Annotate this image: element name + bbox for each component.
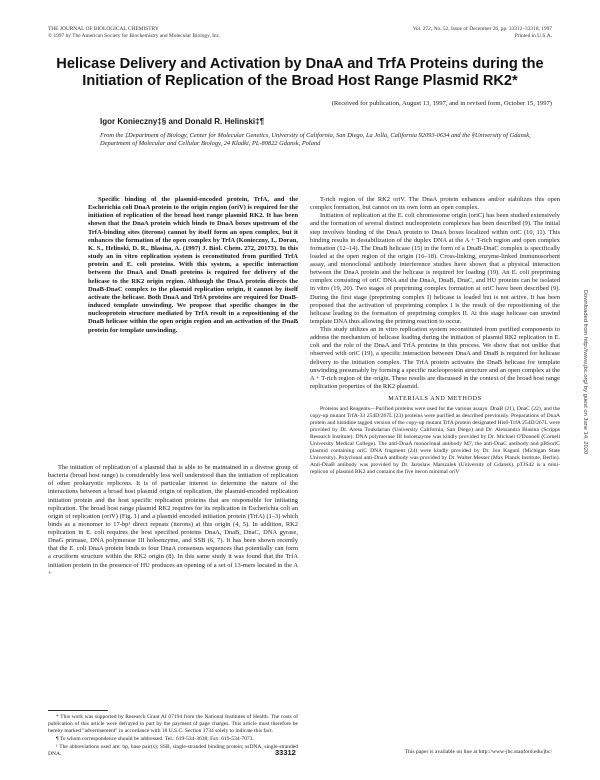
body-paragraph: Initiation of replication at the E. coli chromosome origin (oriC) has been studied extensively and the formation of several distinct nucleoprotein complexes has been described (9). The initial step involves binding of the DnaA protein to DnaA boxes localized within oriC (10, 11). This binding results in destabilization of the duplex DNA at the A + T-rich region and open complex formation (12–14). The DnaB helicase (15) in the form of a DnaB-DnaC complex is specifically loaded at the open region of the origin (16–18). Cross-linking, enzyme-linked immunosorbent assay, and monoclonal antibody interference studies have shown that a physical interaction between the DnaA protein and the helicase is required for loading (19). An E. coli prepriming complex consisting of oriC DNA and the DnaA, DnaB, DnaC, and HU proteins can be isolated in vitro (19, 20). Two stages of prepriming complex formation at oriC have been described (9). During the first stage (prepriming complex I) helicase is loaded but is not active. It has been proposed that the activation of prepriming complex I is the result of the repositioning of the helicase leading to the formation of prepriming complex II. At this stage helicase can unwind template DNA thus allowing the priming reaction to occur. bbox=[310, 212, 560, 325]
footnote-abbreviations: ¹ The abbreviations used are: bp, base pair(s); SSB, single-stranded binding protein; ssDNA, single-stranded DNA. bbox=[48, 744, 298, 757]
volume-line: Vol. 272, No. 52, Issue of December 26, pp. 33312–33318, 1997 bbox=[412, 26, 552, 32]
author-affiliation: From the ‡Department of Biology, Center for Molecular Genetics, University of California, San Diego, La Jolla, California 92093-0634 and the §University of Gdansk, Department of Molecular and Cellular Biology, 24 Kladki, PL-80822 Gdansk, Poland bbox=[100, 132, 531, 147]
section-heading: MATERIALS AND METHODS bbox=[388, 395, 482, 402]
received-dates: (Received for publication, August 13, 1997, and in revised form, October 15, 1997) bbox=[331, 100, 552, 107]
journal-name: THE JOURNAL OF BIOLOGICAL CHEMISTRY bbox=[48, 26, 159, 32]
abstract: Specific binding of the plasmid-encoded protein, TrfA, and the Escherichia coli DnaA protein to the origin region (oriV) is required for the initiation of replication of the broad host range plasmid RK2. It has been shown that the DnaA protein which binds to DnaA boxes upstream of the TrfA-binding sites (iterons) cannot by itself form an open complex, but it enhances the formation of the open complex by TrfA (Konieczny, I., Doran, K. S., Helinski, D. R., Blasina, A. (1997) J. Biol. Chem. 272, 20173). In this study an in vitro replication system is reconstituted from purified TrfA protein and E. coli proteins. With this system, a specific interaction between the DnaA and DnaB proteins is required for delivery of the helicase to the RK2 origin region. Although the DnaA protein directs the DnaB-DnaC complex to the plasmid replication origin, it cannot by itself activate the helicase. Both DnaA and TrfA proteins are required for DnaB-induced template unwinding. We propose that specific changes in the nucleoprotein structure mediated by TrfA result in a repositioning of the DnaB helicase within the open origin region and an activation of the DnaB protein for template unwinding. bbox=[88, 196, 298, 334]
body-paragraph: T-rich region of the RK2 oriV. The DnaA protein enhances and/or stabilizes this open complex formation, but cannot on its own form an open complex. bbox=[310, 196, 560, 212]
author-list: Igor Konieczny‡§ and Donald R. Helinski‡¶ bbox=[100, 117, 265, 126]
footnote-divider bbox=[48, 710, 108, 711]
online-availability-note: This paper is available on line at http://www-jbc.stanford.edu/jbc/ bbox=[404, 749, 552, 755]
journal-header-right bbox=[413, 26, 552, 39]
footnotes bbox=[48, 714, 298, 759]
journal-header-left bbox=[48, 26, 220, 39]
intro-paragraph: The initiation of replication of a plasmid that is able to be maintained in a diverse group of bacteria (broad host range) is considerably less well understood than the initiation of replication of other prokaryotic replicons. It is of particular interest to determine the nature of the interactions between a broad host plasmid origin of replication, the plasmid-encoded replication initiation protein and the host specific replication proteins that are responsible for initiating replication. The broad host range plasmid RK2 requires for its replication in Escherichia coli an origin of replication (oriV) (Fig. 1) and a plasmid encoded initiation protein (TrfA) (1–3) which binds as a monomer to 17-bp¹ direct repeats (iterons) at this origin (4, 5). In addition, RK2 replication in E. coli requires the host specified proteins DnaA, DnaB, DnaC, DNA gyrase, DnaG primase, DNA polymerase III holoenzyme, and SSB (6, 7). It has been shown recently that the E. coli DnaA protein binds to four DnaA consensus sequences that potentially can form a cruciform structure within the RK2 origin (8). In this same study it was found that the TrfA initiation protein in the presence of HU produces an opening of a set of 13-mers located in the A + bbox=[48, 464, 298, 577]
copyright-line: © 1997 by The American Society for Biochemistry and Molecular Biology, Inc. bbox=[48, 32, 221, 39]
right-column bbox=[310, 196, 560, 476]
article-title: Helicase Delivery and Activation by DnaA and TrfA Proteins during the Initiation of Replication of the Broad Host Range Plasmid RK2* bbox=[56, 56, 544, 89]
footnote-funding: * This work was supported by Research Grant AI 07194 from the National Institutes of Health. The costs of publication of this article were defrayed in part by the payment of page charges. This article must therefore be hereby marked "advertisement" in accordance with 18 U.S.C. Section 1734 solely to indicate this fact. bbox=[48, 714, 298, 734]
download-watermark: Downloaded from http://www.jbc.org/ by guest on June 14, 2020 bbox=[582, 289, 588, 455]
page-number: 33312 bbox=[275, 748, 296, 757]
body-paragraph: This study utilizes an in vitro replication system reconstituted from purified components to address the mechanism of helicase loading during the initiation of plasmid RK2 replication in E. coli and the role of the DnaA and TrfA proteins in this process. We show that not unlike that observed with oriC (19), a specific interaction between DnaA and DnaB is required for helicase delivery to the initiation complex. The TrfA protein activates the DnaB helicase for template unwinding presumably by forming a specific nucleoprotein structure and an open complex at the A + T-rich region of the origin. These results are discussed in the context of the broad host range replication properties of the RK2 plasmid. bbox=[310, 326, 560, 390]
methods-section bbox=[310, 406, 560, 476]
left-column bbox=[48, 464, 298, 578]
methods-paragraph: Proteins and Reagents—Purified proteins were used for the various assays. DnaB (21), DnaC (22), and the copy-up mutant TrfA-33 254D/267L (23) proteins were purified as described previously. Preparations of DnaA protein and histidine tagged version of the copy-up mutant TrfA protein designated His6-TrfA 254D/267L were provided by Dr. Aresa Toukdarian (University California, San Diego) and Dr. Alessandra Blasina (Scripps Research Institute). DNA polymerase III holoenzyme was kindly provided by Dr. Michael O'Donnell (Cornell University Medical College). The anti-DnaA monoclonal antibody M7, the anti-DnaC antibody and pBSoriC plasmid containing oriC DNA fragment (24) were kindly provided by Dr. Jon Kaguni (Michigan State University). Polyclonal anti-DnaA antibody was provided by Dr. Walter Messer (Max Planck Institute, Berlin). Anti-DnaB antibody was provided by Dr. Jaroslaw Marszalek (University of Gdansk). pTJS42 is a mini-replicon of plasmid RK2 and contains the five iteron minimal oriV bbox=[310, 406, 560, 476]
footnote-correspondence: ¶ To whom correspondence should be addressed. Tel.: 619-534-3638; Fax: 619-534-7073. bbox=[56, 735, 254, 742]
printed-line: Printed in U.S.A. bbox=[514, 32, 552, 39]
